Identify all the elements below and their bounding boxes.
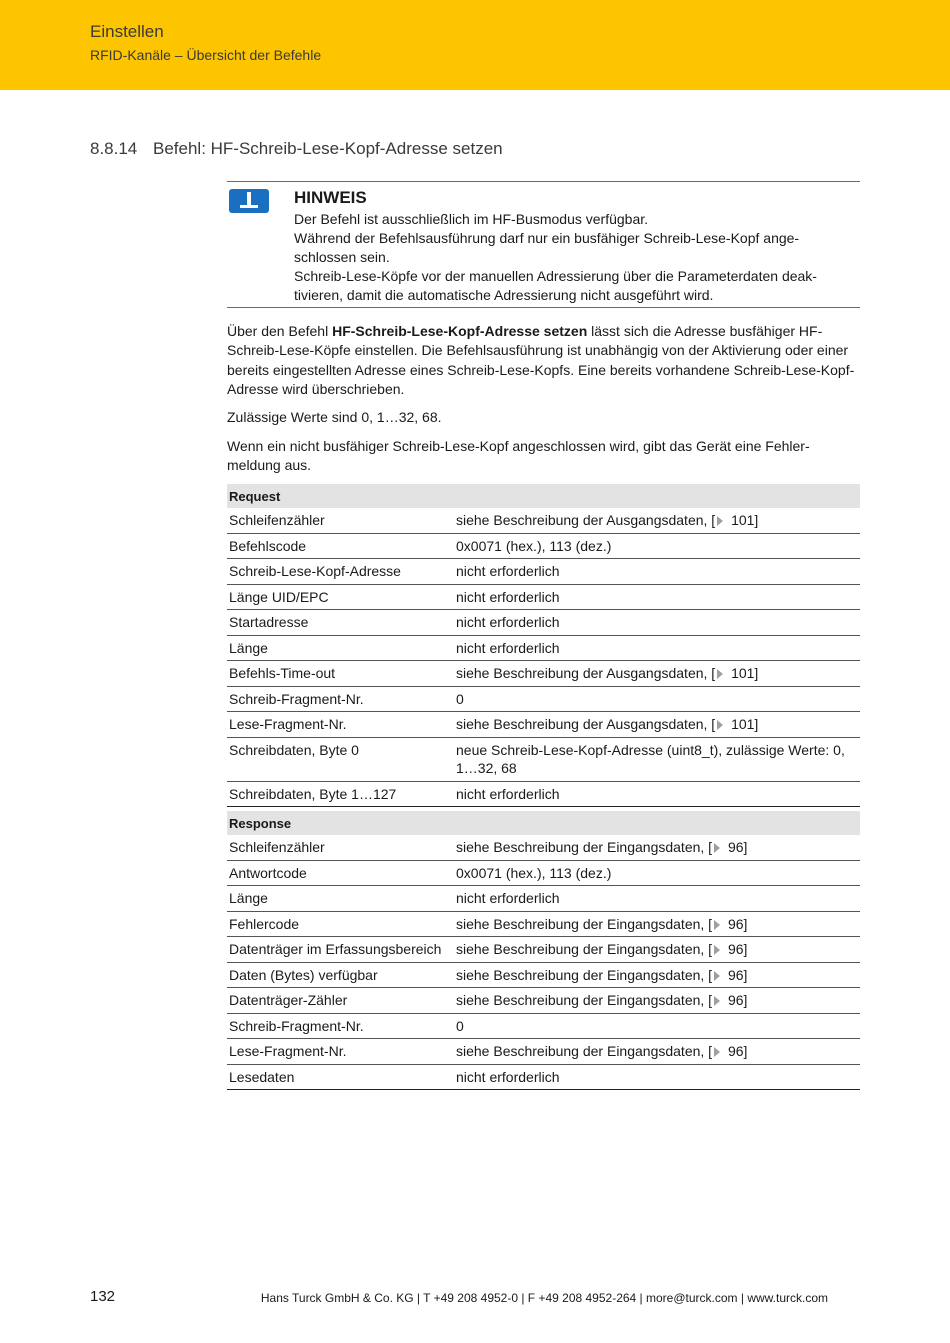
response-value-text: nicht erforderlich <box>456 1068 560 1085</box>
request-param-cell: Länge <box>227 635 454 661</box>
intro-text: lässt sich die Adresse busfähiger HF-Schreib-Lese-Köpfe einstellen. Die Befehlsausführung ist unabhängig von der Aktivierung oder einer bereits eingestellten Adresse eines Schreib-Lese-Kopfs. Eine bereits vorhandene Schreib-Lese-Kopf-Adresse wird überschrieben. <box>227 323 855 397</box>
response-param-cell: Datenträger-Zähler <box>227 988 454 1014</box>
response-param-cell: Schreib-Fragment-Nr. <box>227 1013 454 1039</box>
response-value-cell <box>454 886 860 912</box>
table-row <box>227 737 860 781</box>
request-param-cell: Länge UID/EPC <box>227 584 454 610</box>
response-value-text: siehe Beschreibung der Eingangsdaten, [ <box>456 1043 713 1059</box>
request-value-cell <box>454 737 860 781</box>
table-row <box>227 962 860 988</box>
error-note-paragraph: Wenn ein nicht busfähiger Schreib-Lese-Kopf angeschlossen wird, gibt das Gerät eine Fehler-meldung aus. <box>227 438 810 474</box>
request-value-text: nicht erforderlich <box>456 588 560 605</box>
table-row <box>227 1039 860 1065</box>
request-value-text: siehe Beschreibung der Ausgangsdaten, [ <box>456 512 716 528</box>
request-page-reference[interactable]: 101] <box>727 716 759 732</box>
table-row <box>227 988 860 1014</box>
request-value-text: siehe Beschreibung der Ausgangsdaten, [ <box>456 665 716 681</box>
table-row <box>227 635 860 661</box>
table-row <box>227 1064 860 1090</box>
response-page-reference[interactable]: 96] <box>724 992 748 1008</box>
response-value-text: siehe Beschreibung der Eingangsdaten, [ <box>456 966 713 983</box>
request-param-cell: Schreibdaten, Byte 0 <box>227 737 454 781</box>
response-value-text: siehe Beschreibung der Eingangsdaten, [ <box>456 839 713 855</box>
request-value-text: 0x0071 (hex.), 113 (dez.) <box>456 537 612 554</box>
table-row <box>227 835 860 860</box>
request-value-text: nicht erforderlich <box>456 785 560 802</box>
response-value-text: siehe Beschreibung der Eingangsdaten, [ <box>456 992 713 1008</box>
page-reference-arrow-icon <box>714 920 720 930</box>
request-value-text: nicht erforderlich <box>456 614 560 630</box>
intro-text: Über den Befehl <box>227 323 333 339</box>
request-value-cell <box>454 610 860 636</box>
request-param-cell: Startadresse <box>227 610 454 636</box>
request-value-cell <box>454 508 860 533</box>
notice-line: Der Befehl ist ausschließlich im HF-Busmodus verfügbar. <box>294 211 649 227</box>
info-hand-icon <box>229 189 269 213</box>
table-row <box>227 1013 860 1039</box>
notice-heading: HINWEIS <box>294 188 367 207</box>
page-reference-arrow-icon <box>714 945 720 955</box>
request-value-text: nicht erforderlich <box>456 563 560 579</box>
request-value-text: nicht erforderlich <box>456 639 560 656</box>
response-page-reference[interactable]: 96] <box>724 941 748 957</box>
response-page-reference[interactable]: 96] <box>724 966 748 983</box>
table-row <box>227 686 860 712</box>
request-value-text: 0 <box>456 690 464 707</box>
response-value-cell <box>454 860 860 886</box>
table-row <box>227 559 860 585</box>
response-heading: Response <box>227 811 860 835</box>
response-param-cell: Antwortcode <box>227 860 454 886</box>
response-value-text: 0x0071 (hex.), 113 (dez.) <box>456 864 612 881</box>
table-row <box>227 937 860 963</box>
request-param-cell: Befehls-Time-out <box>227 661 454 687</box>
page-number: 132 <box>90 1288 116 1305</box>
request-value-cell <box>454 712 860 738</box>
request-table <box>227 484 860 807</box>
response-value-text: 0 <box>456 1017 464 1034</box>
response-value-cell <box>454 1039 860 1065</box>
response-value-text: siehe Beschreibung der Eingangsdaten, [ <box>456 915 713 932</box>
request-value-cell <box>454 533 860 559</box>
response-param-cell: Lese-Fragment-Nr. <box>227 1039 454 1065</box>
request-param-cell: Schleifenzähler <box>229 512 325 528</box>
table-row <box>227 533 860 559</box>
response-value-cell <box>454 835 860 860</box>
table-row <box>227 610 860 636</box>
table-row <box>227 781 860 807</box>
response-value-cell <box>454 911 860 937</box>
header-band <box>0 0 950 90</box>
response-param-cell: Datenträger im Erfassungsbereich <box>227 937 454 963</box>
response-param-cell: Fehlercode <box>227 911 454 937</box>
request-value-text: siehe Beschreibung der Ausgangsdaten, [ <box>456 716 716 732</box>
request-heading: Request <box>227 484 860 508</box>
request-value-cell <box>454 584 860 610</box>
section-number: 8.8.14 <box>90 139 138 158</box>
section-title: Befehl: HF-Schreib-Lese-Kopf-Adresse setzen <box>153 139 503 158</box>
notice-body <box>294 210 860 305</box>
page-reference-arrow-icon <box>717 516 723 526</box>
notice-line: Schreib-Lese-Köpfe vor der manuellen Adressierung über die Parameterdaten deak-tivieren, damit die automatische Adressierung nicht ausgeführt wird. <box>294 268 817 303</box>
table-row <box>227 584 860 610</box>
request-page-reference[interactable]: 101] <box>727 665 759 681</box>
request-param-cell: Schreib-Lese-Kopf-Adresse <box>227 559 454 585</box>
response-value-cell <box>454 1064 860 1090</box>
request-value-cell <box>454 635 860 661</box>
request-param-cell: Schreibdaten, Byte 1…127 <box>227 781 454 807</box>
request-value-text: neue Schreib-Lese-Kopf-Adresse (uint8_t), zulässige Werte: 0, 1…32, 68 <box>456 741 845 776</box>
request-param-cell: Lese-Fragment-Nr. <box>227 712 454 738</box>
table-row <box>227 712 860 738</box>
request-param-cell: Schreib-Fragment-Nr. <box>227 686 454 712</box>
chapter-title: Einstellen <box>90 22 164 41</box>
response-page-reference[interactable]: 96] <box>724 915 748 932</box>
page-reference-arrow-icon <box>717 669 723 679</box>
response-page-reference[interactable]: 96] <box>724 1043 748 1059</box>
response-param-cell: Lesedaten <box>227 1064 454 1090</box>
response-value-cell <box>454 988 860 1014</box>
page-reference-arrow-icon <box>714 971 720 981</box>
table-row <box>227 508 860 533</box>
response-value-text: nicht erforderlich <box>456 890 560 906</box>
response-param-cell: Schleifenzähler <box>229 839 325 855</box>
section-heading <box>90 139 503 159</box>
response-value-cell <box>454 1013 860 1039</box>
response-value-text: siehe Beschreibung der Eingangsdaten, [ <box>456 941 713 957</box>
request-value-cell <box>454 559 860 585</box>
request-page-reference[interactable]: 101] <box>727 512 759 528</box>
intro-paragraph <box>227 322 860 399</box>
table-row <box>227 860 860 886</box>
response-param-cell: Daten (Bytes) verfügbar <box>227 962 454 988</box>
notice-line: Während der Befehlsausführung darf nur ein busfähiger Schreib-Lese-Kopf ange-schlossen sein. <box>294 230 800 265</box>
response-param-cell: Länge <box>227 886 454 912</box>
response-table <box>227 811 860 1090</box>
table-row <box>227 911 860 937</box>
page-reference-arrow-icon <box>714 1047 720 1057</box>
request-value-cell <box>454 686 860 712</box>
chapter-subtitle: RFID-Kanäle – Übersicht der Befehle <box>90 47 322 63</box>
notice-box <box>227 181 860 308</box>
table-row <box>227 661 860 687</box>
allowed-values-paragraph: Zulässige Werte sind 0, 1…32, 68. <box>227 409 442 425</box>
footer-contact: Hans Turck GmbH & Co. KG | T +49 208 4952-0 | F +49 208 4952-264 | more@turck.com | www.turck.com <box>260 1291 828 1305</box>
response-page-reference[interactable]: 96] <box>724 839 748 855</box>
request-value-cell <box>454 781 860 807</box>
request-param-cell: Befehlscode <box>227 533 454 559</box>
response-value-cell <box>454 962 860 988</box>
page-reference-arrow-icon <box>714 996 720 1006</box>
response-value-cell <box>454 937 860 963</box>
command-name: HF-Schreib-Lese-Kopf-Adresse setzen <box>332 323 588 339</box>
page-reference-arrow-icon <box>714 843 720 853</box>
request-value-cell <box>454 661 860 687</box>
table-row <box>227 886 860 912</box>
page-reference-arrow-icon <box>717 720 723 730</box>
